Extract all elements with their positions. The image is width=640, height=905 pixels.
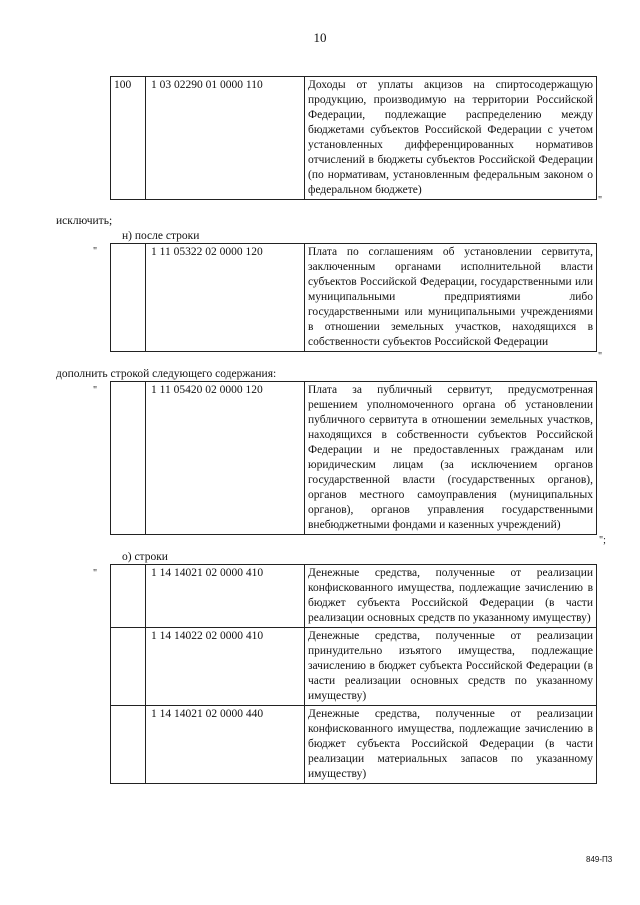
row-number-cell bbox=[111, 628, 146, 706]
closing-quote: " bbox=[598, 351, 603, 362]
closing-quote: "; bbox=[599, 535, 606, 546]
row-number-cell: 100 bbox=[111, 77, 146, 200]
table-row bbox=[111, 706, 597, 784]
row-number-cell bbox=[111, 244, 146, 352]
row-number-cell bbox=[111, 565, 146, 628]
revenue-table-rows bbox=[110, 564, 597, 784]
revenue-description-cell: Денежные средства, полученные от реализации принудительно изъятого имущества, подлежащие зачислению в бюджет субъекта Российской Федерации (в части реализации основных средств по указанному имуществу) bbox=[305, 628, 597, 706]
table-row bbox=[111, 565, 597, 628]
closing-quote: " bbox=[598, 195, 603, 206]
table-row bbox=[111, 382, 597, 535]
budget-code-cell: 1 14 14022 02 0000 410 bbox=[146, 628, 305, 706]
revenue-table-excluded bbox=[110, 76, 597, 200]
document-code: 849-П3 bbox=[586, 855, 613, 864]
after-row-instruction: н) после строки bbox=[122, 230, 200, 242]
opening-quote: " bbox=[93, 246, 98, 257]
table-row bbox=[111, 628, 597, 706]
add-row-instruction: дополнить строкой следующего содержания: bbox=[56, 368, 277, 380]
opening-quote: " bbox=[93, 385, 98, 396]
revenue-description-cell: Денежные средства, полученные от реализации конфискованного имущества, подлежащие зачислению в бюджет субъекта Российской Федерации (в части реализации материальных запасов по указанному имуществу) bbox=[305, 706, 597, 784]
table-row bbox=[111, 244, 597, 352]
budget-code-cell: 1 11 05322 02 0000 120 bbox=[146, 244, 305, 352]
budget-code-cell: 1 14 14021 02 0000 410 bbox=[146, 565, 305, 628]
budget-code-cell: 1 11 05420 02 0000 120 bbox=[146, 382, 305, 535]
row-number-cell bbox=[111, 706, 146, 784]
rows-instruction: о) строки bbox=[122, 551, 168, 563]
row-number-cell bbox=[111, 382, 146, 535]
exclude-instruction: исключить; bbox=[56, 215, 113, 227]
revenue-table-added bbox=[110, 381, 597, 535]
revenue-description-cell: Плата по соглашениям об установлении сервитута, заключенным органами исполнительной власти субъектов Российской Федерации, государственными или муниципальными предприятиями либо государственными или муниципальными учреждениями в отношении земельных участков, находящихся в собственности субъектов Российской Федерации bbox=[305, 244, 597, 352]
revenue-table-reference bbox=[110, 243, 597, 352]
budget-code-cell: 1 14 14021 02 0000 440 bbox=[146, 706, 305, 784]
page-number: 10 bbox=[313, 30, 327, 45]
revenue-description-cell: Денежные средства, полученные от реализации конфискованного имущества, подлежащие зачислению в бюджет субъекта Российской Федерации (в части реализации основных средств по указанному имуществу) bbox=[305, 565, 597, 628]
budget-code-cell: 1 03 02290 01 0000 110 bbox=[146, 77, 305, 200]
revenue-description-cell: Доходы от уплаты акцизов на спиртосодержащую продукцию, производимую на территории Российской Федерации, подлежащие распределению между бюджетами субъектов Российской Федерации с учетом установленных дифференцированных нормативов отчислений в бюджеты субъектов Российской Федерации (по нормативам, установленным федеральным законом о федеральном бюджете) bbox=[305, 77, 597, 200]
table-row bbox=[111, 77, 597, 200]
revenue-description-cell: Плата за публичный сервитут, предусмотренная решением уполномоченного органа об установлении публичного сервитута в отношении земельных участков, находящихся в собственности субъектов Российской Федерации и не предоставленных гражданам или юридическим лицам (за исключением органов государственной власти (государственных органов), органов местного самоуправления (муниципальных органов), органов управления государственными внебюджетными фондами и казенных учреждений) bbox=[305, 382, 597, 535]
opening-quote: " bbox=[93, 568, 98, 579]
